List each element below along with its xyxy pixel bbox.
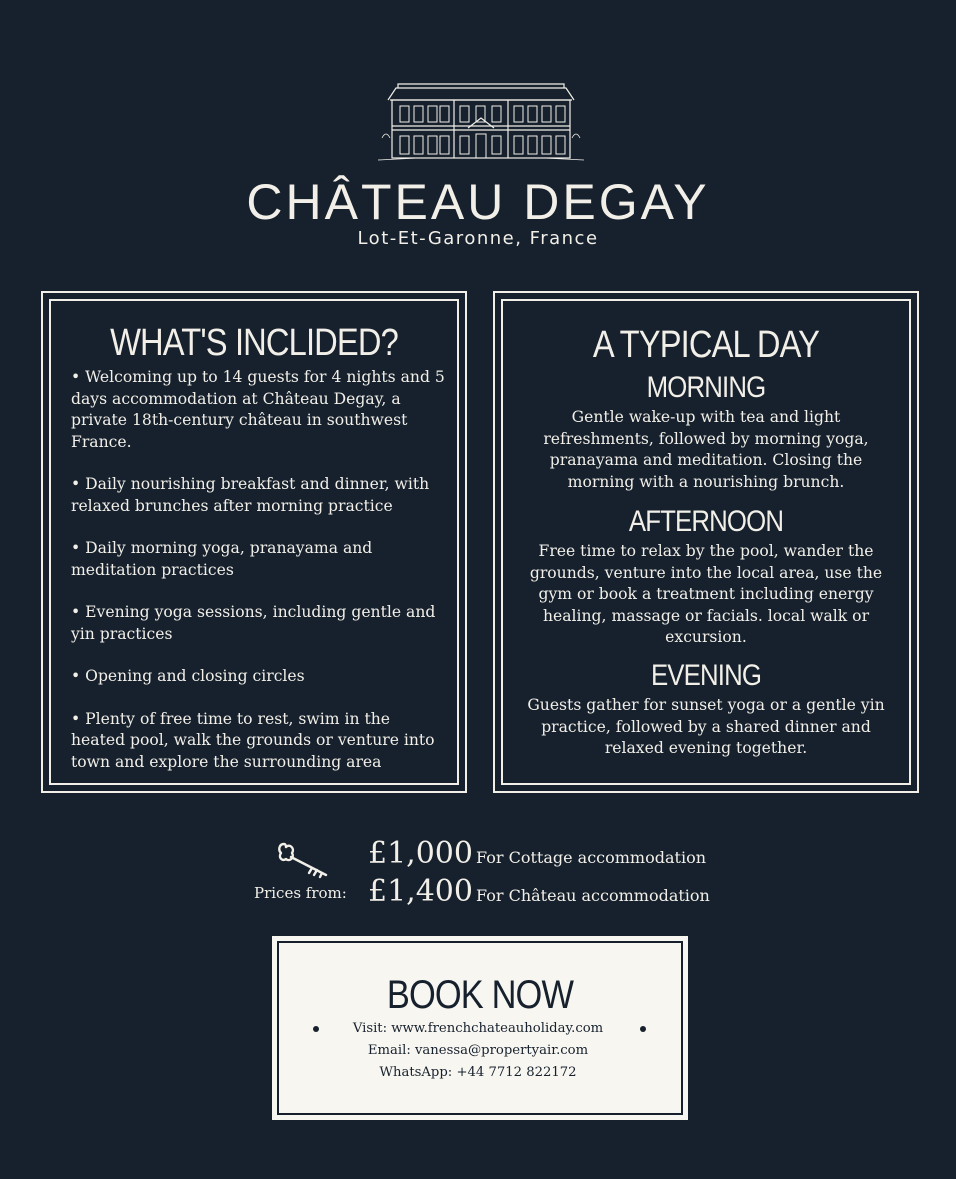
evening-text: Guests gather for sunset yoga or a gentle yin practice, followed by a shared dinner and relaxed evening together.	[527, 696, 885, 757]
location-subtitle: Lot-Et-Garonne, France	[357, 228, 599, 249]
bullet-dot-right	[640, 1026, 646, 1032]
evening-heading: EVENING	[650, 659, 762, 692]
price-row-chateau	[368, 874, 710, 909]
morning-section	[523, 371, 889, 493]
morning-text: Gentle wake-up with tea and light refreshments, followed by morning yoga, pranayama and meditation. Closing the morning with a nourishing brunch.	[543, 408, 869, 491]
typical-day-heading: A TYPICAL DAY	[592, 324, 820, 366]
price-cottage: £1,000	[368, 836, 473, 871]
price-cottage-desc: For Cottage accommodation	[476, 848, 706, 867]
whatsapp-link[interactable]: WhatsApp: +44 7712 822172	[379, 1065, 577, 1080]
typical-day-panel	[493, 291, 919, 793]
morning-heading: MORNING	[646, 371, 766, 404]
included-list	[71, 367, 447, 794]
page-title: CHÂTEAU DEGAY	[246, 174, 710, 230]
included-panel-inner	[49, 299, 459, 785]
key-icon	[276, 838, 332, 880]
bullet-dot-left	[313, 1026, 319, 1032]
prices-from-label: Prices from:	[254, 884, 347, 902]
price-chateau: £1,400	[368, 874, 473, 909]
list-item: • Evening yoga sessions, including gentle and yin practices	[71, 603, 436, 643]
price-chateau-desc: For Château accommodation	[476, 886, 710, 905]
visit-link[interactable]: Visit: www.frenchchateauholiday.com	[352, 1021, 604, 1036]
list-item: • Daily morning yoga, pranayama and meditation practices	[71, 539, 373, 579]
afternoon-text: Free time to relax by the pool, wander the grounds, venture into the local area, use the gym or book a treatment including energy healing, massage or facials. local walk or excursion.	[529, 542, 883, 646]
list-item: • Welcoming up to 14 guests for 4 nights and 5 days accommodation at Château Degay, a private 18th-century château in southwest France.	[71, 368, 445, 451]
list-item: • Opening and closing circles	[71, 667, 305, 685]
afternoon-heading: AFTERNOON	[628, 505, 784, 538]
email-link[interactable]: Email: vanessa@propertyair.com	[367, 1043, 589, 1058]
typical-day-panel-inner	[501, 299, 911, 785]
included-heading: WHAT'S INCLIDED?	[110, 322, 398, 364]
chateau-logo	[378, 78, 584, 164]
price-row-cottage	[368, 836, 706, 871]
afternoon-section	[523, 505, 889, 649]
list-item: • Plenty of free time to rest, swim in the heated pool, walk the grounds or venture into town and explore the surrounding area	[71, 709, 435, 771]
list-item: • Daily nourishing breakfast and dinner, with relaxed brunches after morning practice	[71, 475, 430, 515]
included-panel	[41, 291, 467, 793]
evening-section	[523, 659, 889, 760]
book-now-title: BOOK NOW	[386, 973, 574, 1017]
